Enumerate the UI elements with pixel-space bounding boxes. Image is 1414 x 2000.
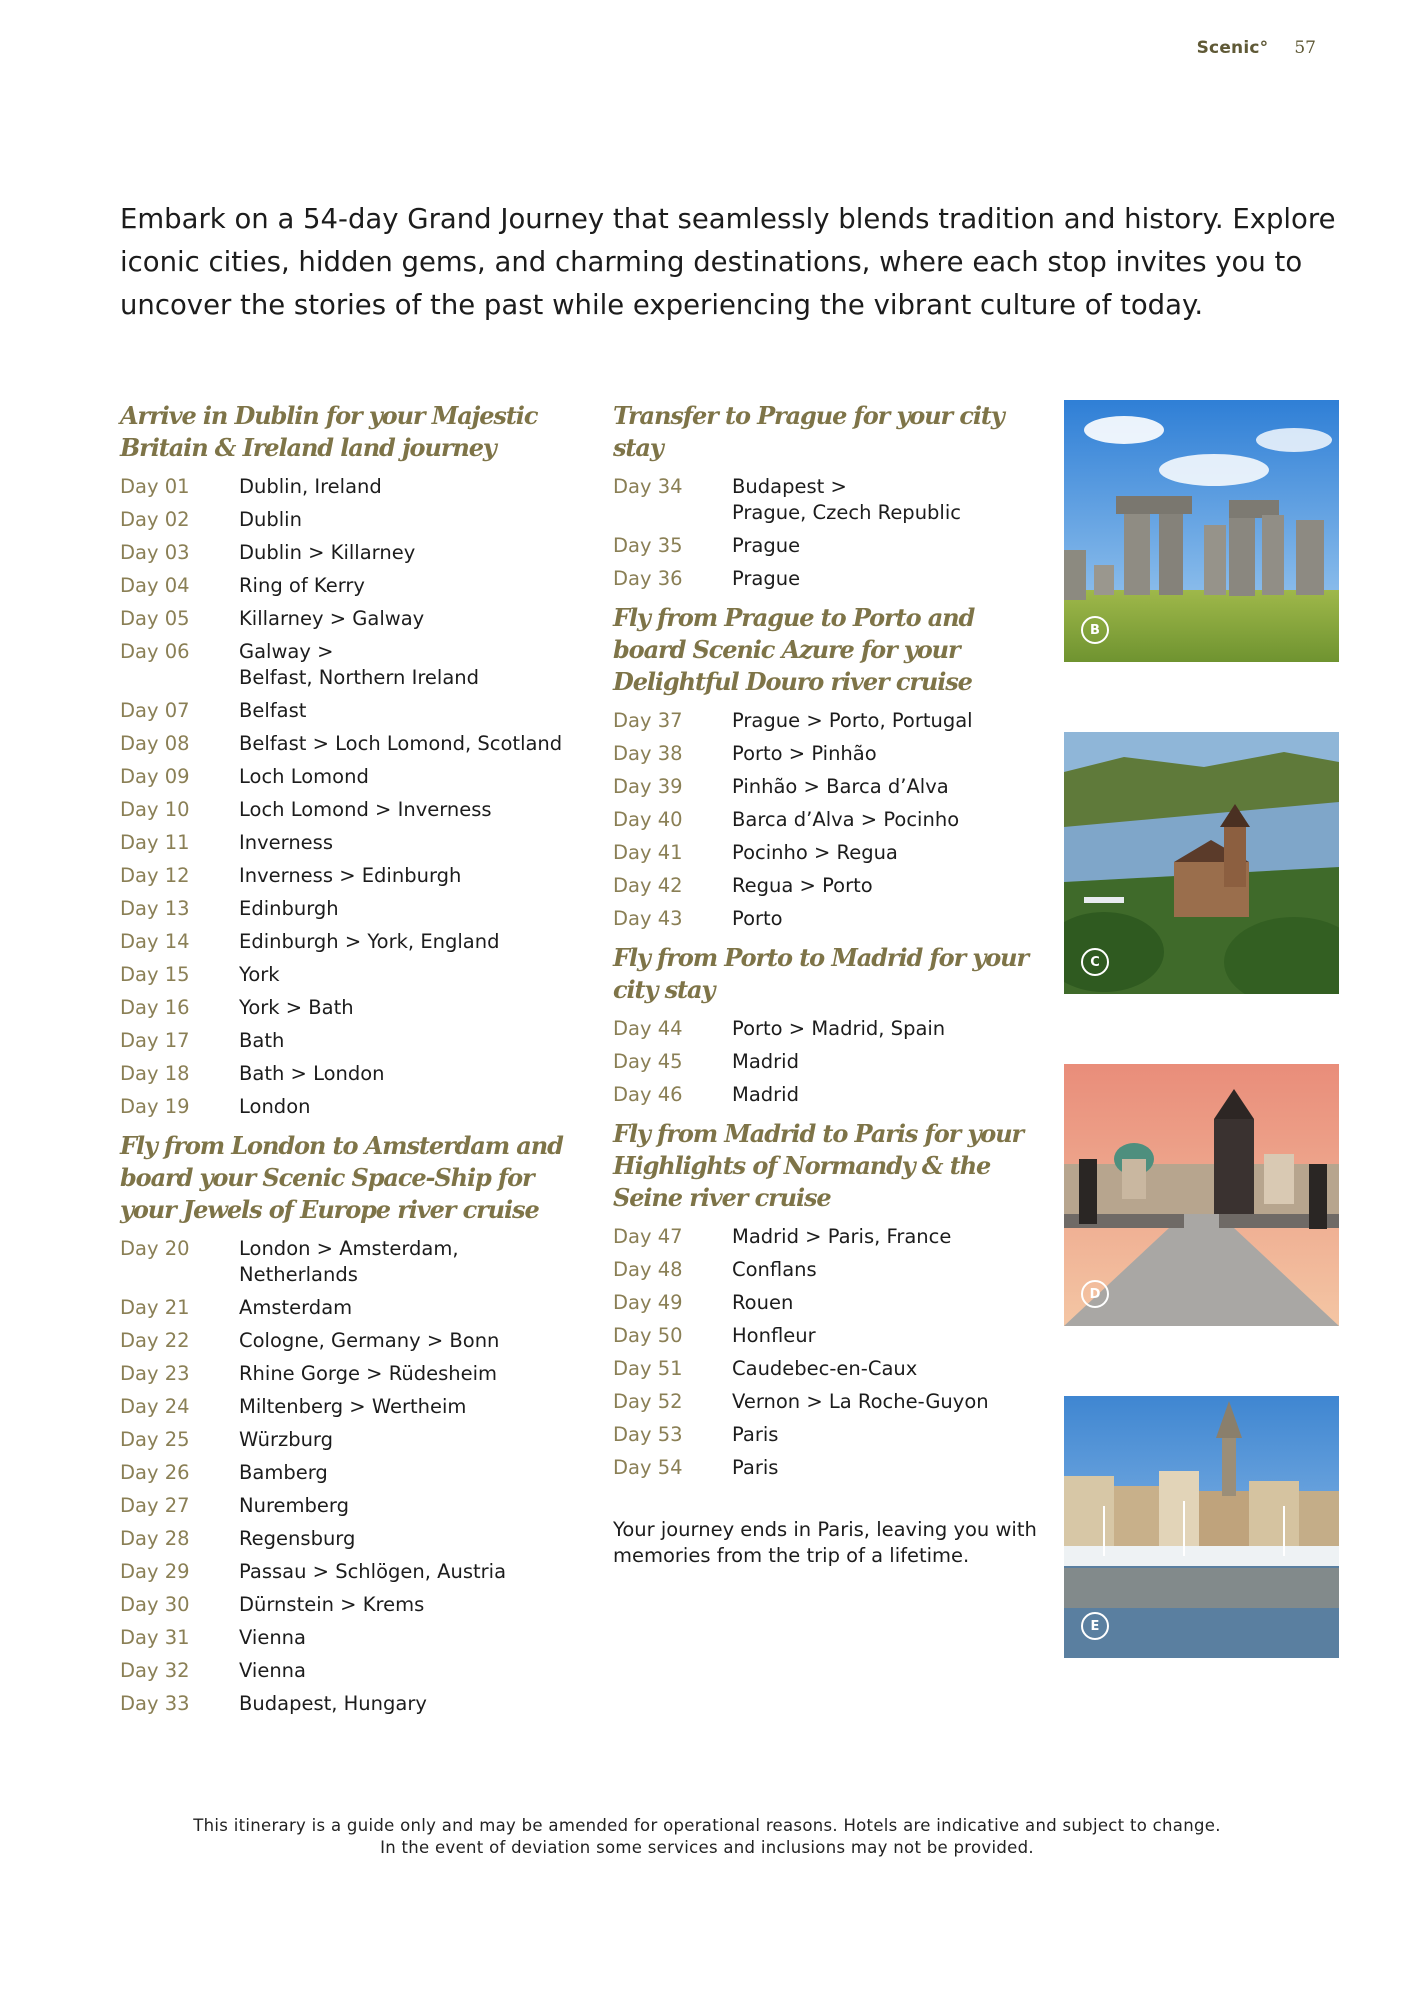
itinerary-row [120, 929, 580, 955]
day-number: Day 12 [120, 864, 190, 887]
destination: Madrid [732, 1050, 799, 1073]
destination: Vernon > La Roche-Guyon [732, 1390, 989, 1413]
destination: Porto > Madrid, Spain [732, 1017, 946, 1040]
destination: Caudebec-en-Caux [732, 1357, 918, 1380]
day-number: Day 50 [613, 1324, 683, 1347]
photo-label-badge: C [1081, 948, 1109, 976]
itinerary-row [120, 995, 580, 1021]
itinerary-row [120, 1028, 580, 1054]
destination: Dürnstein > Krems [239, 1593, 425, 1616]
day-number: Day 35 [613, 534, 683, 557]
itinerary-row [120, 962, 580, 988]
itinerary-row [613, 1224, 1053, 1250]
destination: Honfleur [732, 1324, 816, 1347]
itinerary-row [120, 1592, 580, 1618]
itinerary-row [120, 1559, 580, 1585]
itinerary-row [613, 566, 1053, 592]
itinerary-row [613, 741, 1053, 767]
destination: Würzburg [239, 1428, 333, 1451]
destination: Belfast [239, 699, 307, 722]
day-number: Day 08 [120, 732, 190, 755]
photo-label-badge: D [1081, 1280, 1109, 1308]
section-title: Fly from Madrid to Paris for your Highlights of Normandy & the Seine river cruise [613, 1119, 1024, 1212]
day-number: Day 22 [120, 1329, 190, 1352]
itinerary-row [120, 797, 580, 823]
day-number: Day 53 [613, 1423, 683, 1446]
photo-stonehenge [1064, 400, 1339, 662]
day-number: Day 32 [120, 1659, 190, 1682]
destination: Galway > Belfast, Northern Ireland [239, 640, 480, 689]
photo-charles-bridge [1064, 1064, 1339, 1326]
day-list [613, 474, 1053, 592]
itinerary-row [120, 698, 580, 724]
photo-rhine-castle [1064, 732, 1339, 994]
brand-name: Scenic° [1196, 38, 1269, 58]
destination: Cologne, Germany > Bonn [239, 1329, 500, 1352]
destination: Ring of Kerry [239, 574, 365, 597]
day-number: Day 33 [120, 1692, 190, 1715]
day-number: Day 47 [613, 1225, 683, 1248]
day-number: Day 44 [613, 1017, 683, 1040]
destination: Regua > Porto [732, 874, 873, 897]
itinerary-row [120, 507, 580, 533]
section-paris [613, 1118, 1053, 1481]
day-number: Day 31 [120, 1626, 190, 1649]
destination: Porto > Pinhão [732, 742, 877, 765]
section-prague [613, 400, 1053, 592]
destination: Loch Lomond [239, 765, 369, 788]
itinerary-row [613, 1257, 1053, 1283]
day-number: Day 16 [120, 996, 190, 1019]
day-number: Day 11 [120, 831, 190, 854]
itinerary-row [120, 896, 580, 922]
destination: Edinburgh > York, England [239, 930, 500, 953]
day-number: Day 09 [120, 765, 190, 788]
itinerary-row [120, 1236, 580, 1288]
closing-text: Your journey ends in Paris, leaving you with memories from the trip of a lifetime. [613, 1518, 1037, 1567]
destination: Rhine Gorge > Rüdesheim [239, 1362, 498, 1385]
itinerary-row [613, 774, 1053, 800]
day-number: Day 39 [613, 775, 683, 798]
itinerary-row [613, 807, 1053, 833]
section-title: Fly from London to Amsterdam and board your Scenic Space-Ship for your Jewels of Europe river cruise [120, 1131, 563, 1224]
itinerary-row [120, 606, 580, 632]
day-number: Day 06 [120, 640, 190, 663]
day-list [613, 1016, 1053, 1108]
itinerary-row [120, 474, 580, 500]
section-title: Transfer to Prague for your city stay [613, 401, 1004, 462]
day-number: Day 01 [120, 475, 190, 498]
day-list [120, 474, 580, 1120]
itinerary-row [613, 708, 1053, 734]
section-porto [613, 602, 1053, 932]
itinerary-column-2 [613, 400, 1053, 1569]
destination: Bath [239, 1029, 285, 1052]
section-madrid [613, 942, 1053, 1108]
day-number: Day 28 [120, 1527, 190, 1550]
section-title: Fly from Porto to Madrid for your city stay [613, 943, 1029, 1004]
day-number: Day 54 [613, 1456, 683, 1479]
day-number: Day 17 [120, 1029, 190, 1052]
destination: Prague [732, 567, 801, 590]
itinerary-row [120, 1361, 580, 1387]
day-number: Day 42 [613, 874, 683, 897]
destination: Budapest > Prague, Czech Republic [732, 475, 961, 524]
itinerary-row [120, 1094, 580, 1120]
day-number: Day 29 [120, 1560, 190, 1583]
destination: Conflans [732, 1258, 817, 1281]
disclaimer-line-1: This itinerary is a guide only and may be amended for operational reasons. Hotels are indicative and subject to change. [193, 1816, 1221, 1835]
itinerary-row [120, 1061, 580, 1087]
itinerary-row [613, 1049, 1053, 1075]
destination: Nuremberg [239, 1494, 349, 1517]
itinerary-row [613, 1082, 1053, 1108]
itinerary-row [120, 1493, 580, 1519]
itinerary-row [120, 639, 580, 691]
destination: Paris [732, 1423, 779, 1446]
itinerary-row [120, 573, 580, 599]
itinerary-row [613, 840, 1053, 866]
itinerary-column-1 [120, 400, 580, 1724]
day-number: Day 05 [120, 607, 190, 630]
itinerary-row [120, 1691, 580, 1717]
itinerary-row [120, 540, 580, 566]
destination: Paris [732, 1456, 779, 1479]
photo-honfleur-harbour [1064, 1396, 1339, 1658]
itinerary-row [120, 1658, 580, 1684]
destination: Prague > Porto, Portugal [732, 709, 973, 732]
itinerary-row [120, 1427, 580, 1453]
destination: Pinhão > Barca d’Alva [732, 775, 949, 798]
destination: Barca d’Alva > Pocinho [732, 808, 960, 831]
day-list [120, 1236, 580, 1717]
day-number: Day 46 [613, 1083, 683, 1106]
itinerary-row [120, 764, 580, 790]
intro-paragraph: Embark on a 54-day Grand Journey that seamlessly blends tradition and history. Explore iconic cities, hidden gems, and charming destinations, where each stop invites you to uncover the stories of the past while experiencing the vibrant culture of today. [120, 203, 1336, 321]
itinerary-row [613, 1356, 1053, 1382]
day-number: Day 07 [120, 699, 190, 722]
day-number: Day 13 [120, 897, 190, 920]
itinerary-row [613, 1389, 1053, 1415]
itinerary-row [120, 1460, 580, 1486]
day-number: Day 10 [120, 798, 190, 821]
section-title: Fly from Prague to Porto and board Scenic Azure for your Delightful Douro river cruise [613, 603, 975, 696]
section-dublin [120, 400, 580, 1120]
itinerary-row [120, 1394, 580, 1420]
itinerary-row [613, 1422, 1053, 1448]
destination: Dublin [239, 508, 302, 531]
itinerary-row [613, 1290, 1053, 1316]
destination: York > Bath [239, 996, 354, 1019]
itinerary-row [120, 863, 580, 889]
day-number: Day 51 [613, 1357, 683, 1380]
destination: Regensburg [239, 1527, 356, 1550]
itinerary-row [120, 1295, 580, 1321]
day-number: Day 41 [613, 841, 683, 864]
itinerary-row [613, 906, 1053, 932]
destination: London [239, 1095, 311, 1118]
itinerary-row [613, 1323, 1053, 1349]
destination: Edinburgh [239, 897, 339, 920]
day-number: Day 45 [613, 1050, 683, 1073]
destination: Dublin, Ireland [239, 475, 382, 498]
day-number: Day 03 [120, 541, 190, 564]
day-number: Day 18 [120, 1062, 190, 1085]
day-number: Day 25 [120, 1428, 190, 1451]
day-number: Day 43 [613, 907, 683, 930]
day-list [613, 1224, 1053, 1481]
day-number: Day 14 [120, 930, 190, 953]
destination: London > Amsterdam, Netherlands [239, 1237, 459, 1286]
section-amsterdam [120, 1130, 580, 1717]
itinerary-row [120, 731, 580, 757]
destination: York [239, 963, 280, 986]
day-number: Day 23 [120, 1362, 190, 1385]
disclaimer-footer [0, 1815, 1414, 1859]
day-number: Day 48 [613, 1258, 683, 1281]
itinerary-row [613, 1016, 1053, 1042]
itinerary-row [613, 474, 1053, 526]
day-number: Day 52 [613, 1390, 683, 1413]
destination: Miltenberg > Wertheim [239, 1395, 467, 1418]
destination: Rouen [732, 1291, 794, 1314]
destination: Vienna [239, 1659, 306, 1682]
page-number: 57 [1294, 38, 1316, 58]
day-number: Day 26 [120, 1461, 190, 1484]
section-title: Arrive in Dublin for your Majestic Britain & Ireland land journey [120, 401, 538, 462]
day-number: Day 04 [120, 574, 190, 597]
destination: Madrid [732, 1083, 799, 1106]
destination: Madrid > Paris, France [732, 1225, 952, 1248]
destination: Bath > London [239, 1062, 385, 1085]
day-number: Day 02 [120, 508, 190, 531]
day-number: Day 20 [120, 1237, 190, 1260]
destination: Killarney > Galway [239, 607, 425, 630]
day-number: Day 24 [120, 1395, 190, 1418]
destination: Inverness > Edinburgh [239, 864, 462, 887]
day-list [613, 708, 1053, 932]
itinerary-row [613, 533, 1053, 559]
day-number: Day 21 [120, 1296, 190, 1319]
destination: Pocinho > Regua [732, 841, 898, 864]
disclaimer-line-2: In the event of deviation some services and inclusions may not be provided. [380, 1838, 1034, 1857]
day-number: Day 27 [120, 1494, 190, 1517]
destination: Amsterdam [239, 1296, 353, 1319]
destination: Dublin > Killarney [239, 541, 416, 564]
destination: Vienna [239, 1626, 306, 1649]
itinerary-row [120, 1328, 580, 1354]
itinerary-row [613, 873, 1053, 899]
destination: Belfast > Loch Lomond, Scotland [239, 732, 563, 755]
destination: Loch Lomond > Inverness [239, 798, 492, 821]
day-number: Day 49 [613, 1291, 683, 1314]
day-number: Day 34 [613, 475, 683, 498]
destination: Porto [732, 907, 783, 930]
day-number: Day 36 [613, 567, 683, 590]
page-header [1197, 38, 1316, 58]
day-number: Day 30 [120, 1593, 190, 1616]
destination: Inverness [239, 831, 333, 854]
day-number: Day 37 [613, 709, 683, 732]
photo-label-badge: B [1081, 616, 1109, 644]
itinerary-row [613, 1455, 1053, 1481]
destination: Bamberg [239, 1461, 328, 1484]
day-number: Day 19 [120, 1095, 190, 1118]
itinerary-row [120, 1526, 580, 1552]
destination: Budapest, Hungary [239, 1692, 427, 1715]
day-number: Day 15 [120, 963, 190, 986]
photo-label-badge: E [1081, 1612, 1109, 1640]
day-number: Day 40 [613, 808, 683, 831]
day-number: Day 38 [613, 742, 683, 765]
itinerary-row [120, 1625, 580, 1651]
destination: Prague [732, 534, 801, 557]
itinerary-row [120, 830, 580, 856]
destination: Passau > Schlögen, Austria [239, 1560, 507, 1583]
